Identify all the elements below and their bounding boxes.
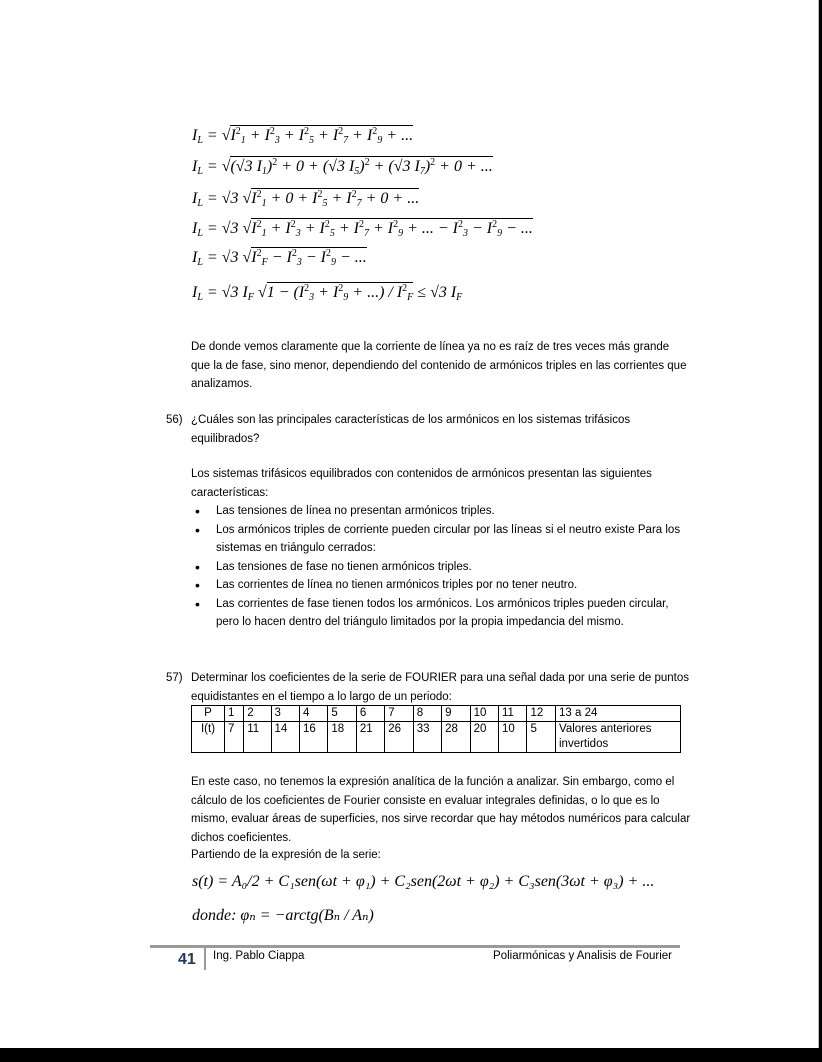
table-cell: 11 [244,722,271,753]
answer-56-bullet-list [191,502,681,632]
equation-line-4: IL = √3 $√I^21 + I^23 + I^25 + I^27 + I^29$ + ... − $I^23 - I^29$ − ... [192,219,533,239]
table-cell: 10 [470,706,498,722]
table-cell: 33 [413,722,441,753]
bullet-item: • Las corrientes de línea no tienen armónicos triples por no tener neutro. [191,576,681,595]
table-cell: I(t) [192,722,225,753]
answer-56-intro: Los sistemas trifásicos equilibrados con contenidos de armónicos presentan las siguientes características: [191,468,652,499]
equation-line-6: IL = √3 IF $√1 - (I^23 + I^29$ + ...) / $I^2F \le √3$ IF [192,283,463,303]
table-cell: 5 [328,706,356,722]
footer-title: Poliarmónicas y Analisis de Fourier [493,950,672,962]
footer-separator [204,948,206,970]
table-cell: 13 a 24 [556,706,681,722]
table-cell: 7 [385,706,413,722]
question-56-number: 56) [166,414,183,426]
table-cell: 16 [299,722,327,753]
table-cell: 6 [356,706,384,722]
equation-line-3: IL = √3 $√I^21 + 0 + I^25 + I^27 + 0$ + ... [192,189,420,209]
table-cell: 1 [225,706,244,722]
table-cell: 10 [499,722,527,753]
table-cell: 11 [499,706,527,722]
footer-author: Ing. Pablo Ciappa [213,950,305,962]
table-cell: 12 [527,706,556,722]
table-cell: 7 [225,722,244,753]
bullet-item: • Las corrientes de fase tienen todos los armónicos. Los armónicos triples pueden circular, pero lo hacen dentro del triángulo limitados por la propia impedancia del mismo. [191,595,681,632]
table-row [192,722,681,753]
table-cell: 5 [527,722,556,753]
table-cell: 9 [442,706,470,722]
paragraph-numerical-methods: En este caso, no tenemos la expresión analítica de la función a analizar. Sin embargo, como el cálculo de los coeficientes de Fourier consiste en evaluar integrales definidas, o lo que es lo mismo, evaluar áreas de superficies, nos sirve recordar que hay métodos numéricos para calcular dichos coeficientes. [191,776,691,844]
table-row [192,706,681,722]
equation-line-1: IL = $√I^21 + I^23 + I^25 + I^27 + I^29$ + ... [192,126,414,146]
equation-line-5: IL = √3 $√I^2F - I^23 - I^29$ − ... [192,248,367,268]
table-cell: 2 [244,706,271,722]
table-cell: 18 [328,722,356,753]
bullet-item: • Las tensiones de línea no presentan armónicos triples. [191,502,681,521]
table-cell: 28 [442,722,470,753]
table-cell: P [192,706,225,722]
footer-page-number: 41 [178,951,196,968]
paragraph-series-intro: Partiendo de la expresión de la serie: [191,849,381,861]
bullet-item: • Las tensiones de fase no tienen armónicos triples. [191,558,681,577]
footer-rule [150,945,680,948]
table-cell: 14 [271,722,299,753]
question-57-text: Determinar los coeficientes de la serie de FOURIER para una señal dada por una serie de puntos equidistantes en el tiempo a lo largo de un periodo: [191,672,689,703]
question-57-number: 57) [166,672,183,684]
equation-line-2: IL = √(√3 I1)$^2$ + 0 + (√3 I5)$^2$ + (√3 I7)$^2$ + 0 + ... [192,157,493,177]
table-cell: 4 [299,706,327,722]
table-cell: 3 [271,706,299,722]
phase-angle-equation: donde: φₙ = −arctg(Bₙ / Aₙ) [192,907,374,924]
table-cell: 26 [385,722,413,753]
bullet-item: • Los armónicos triples de corriente pueden circular por las líneas si el neutro existe Para los sistemas en triángulo cerrados: [191,521,681,558]
table-cell: 8 [413,706,441,722]
table-cell: Valores anteriores invertidos [556,722,681,753]
question-56-text: ¿Cuáles son las principales características de los armónicos en los sistemas trifásicos equilibrados? [191,414,631,445]
paragraph-line-current-conclusion: De donde vemos claramente que la corriente de línea ya no es raíz de tres veces más grande que la de fase, sino menor, dependiendo del contenido de armónicos triples en las corrientes que analizamos. [191,341,687,390]
fourier-series-equation: s(t) = A₀/2 + C₁sen(ωt + φ₁) + C₂sen(2ωt + φ₂) + C₃sen(3ωt + φ₃) + ... [192,873,655,890]
sample-points-table [191,705,681,753]
table-cell: 20 [470,722,498,753]
table-cell: 21 [356,722,384,753]
